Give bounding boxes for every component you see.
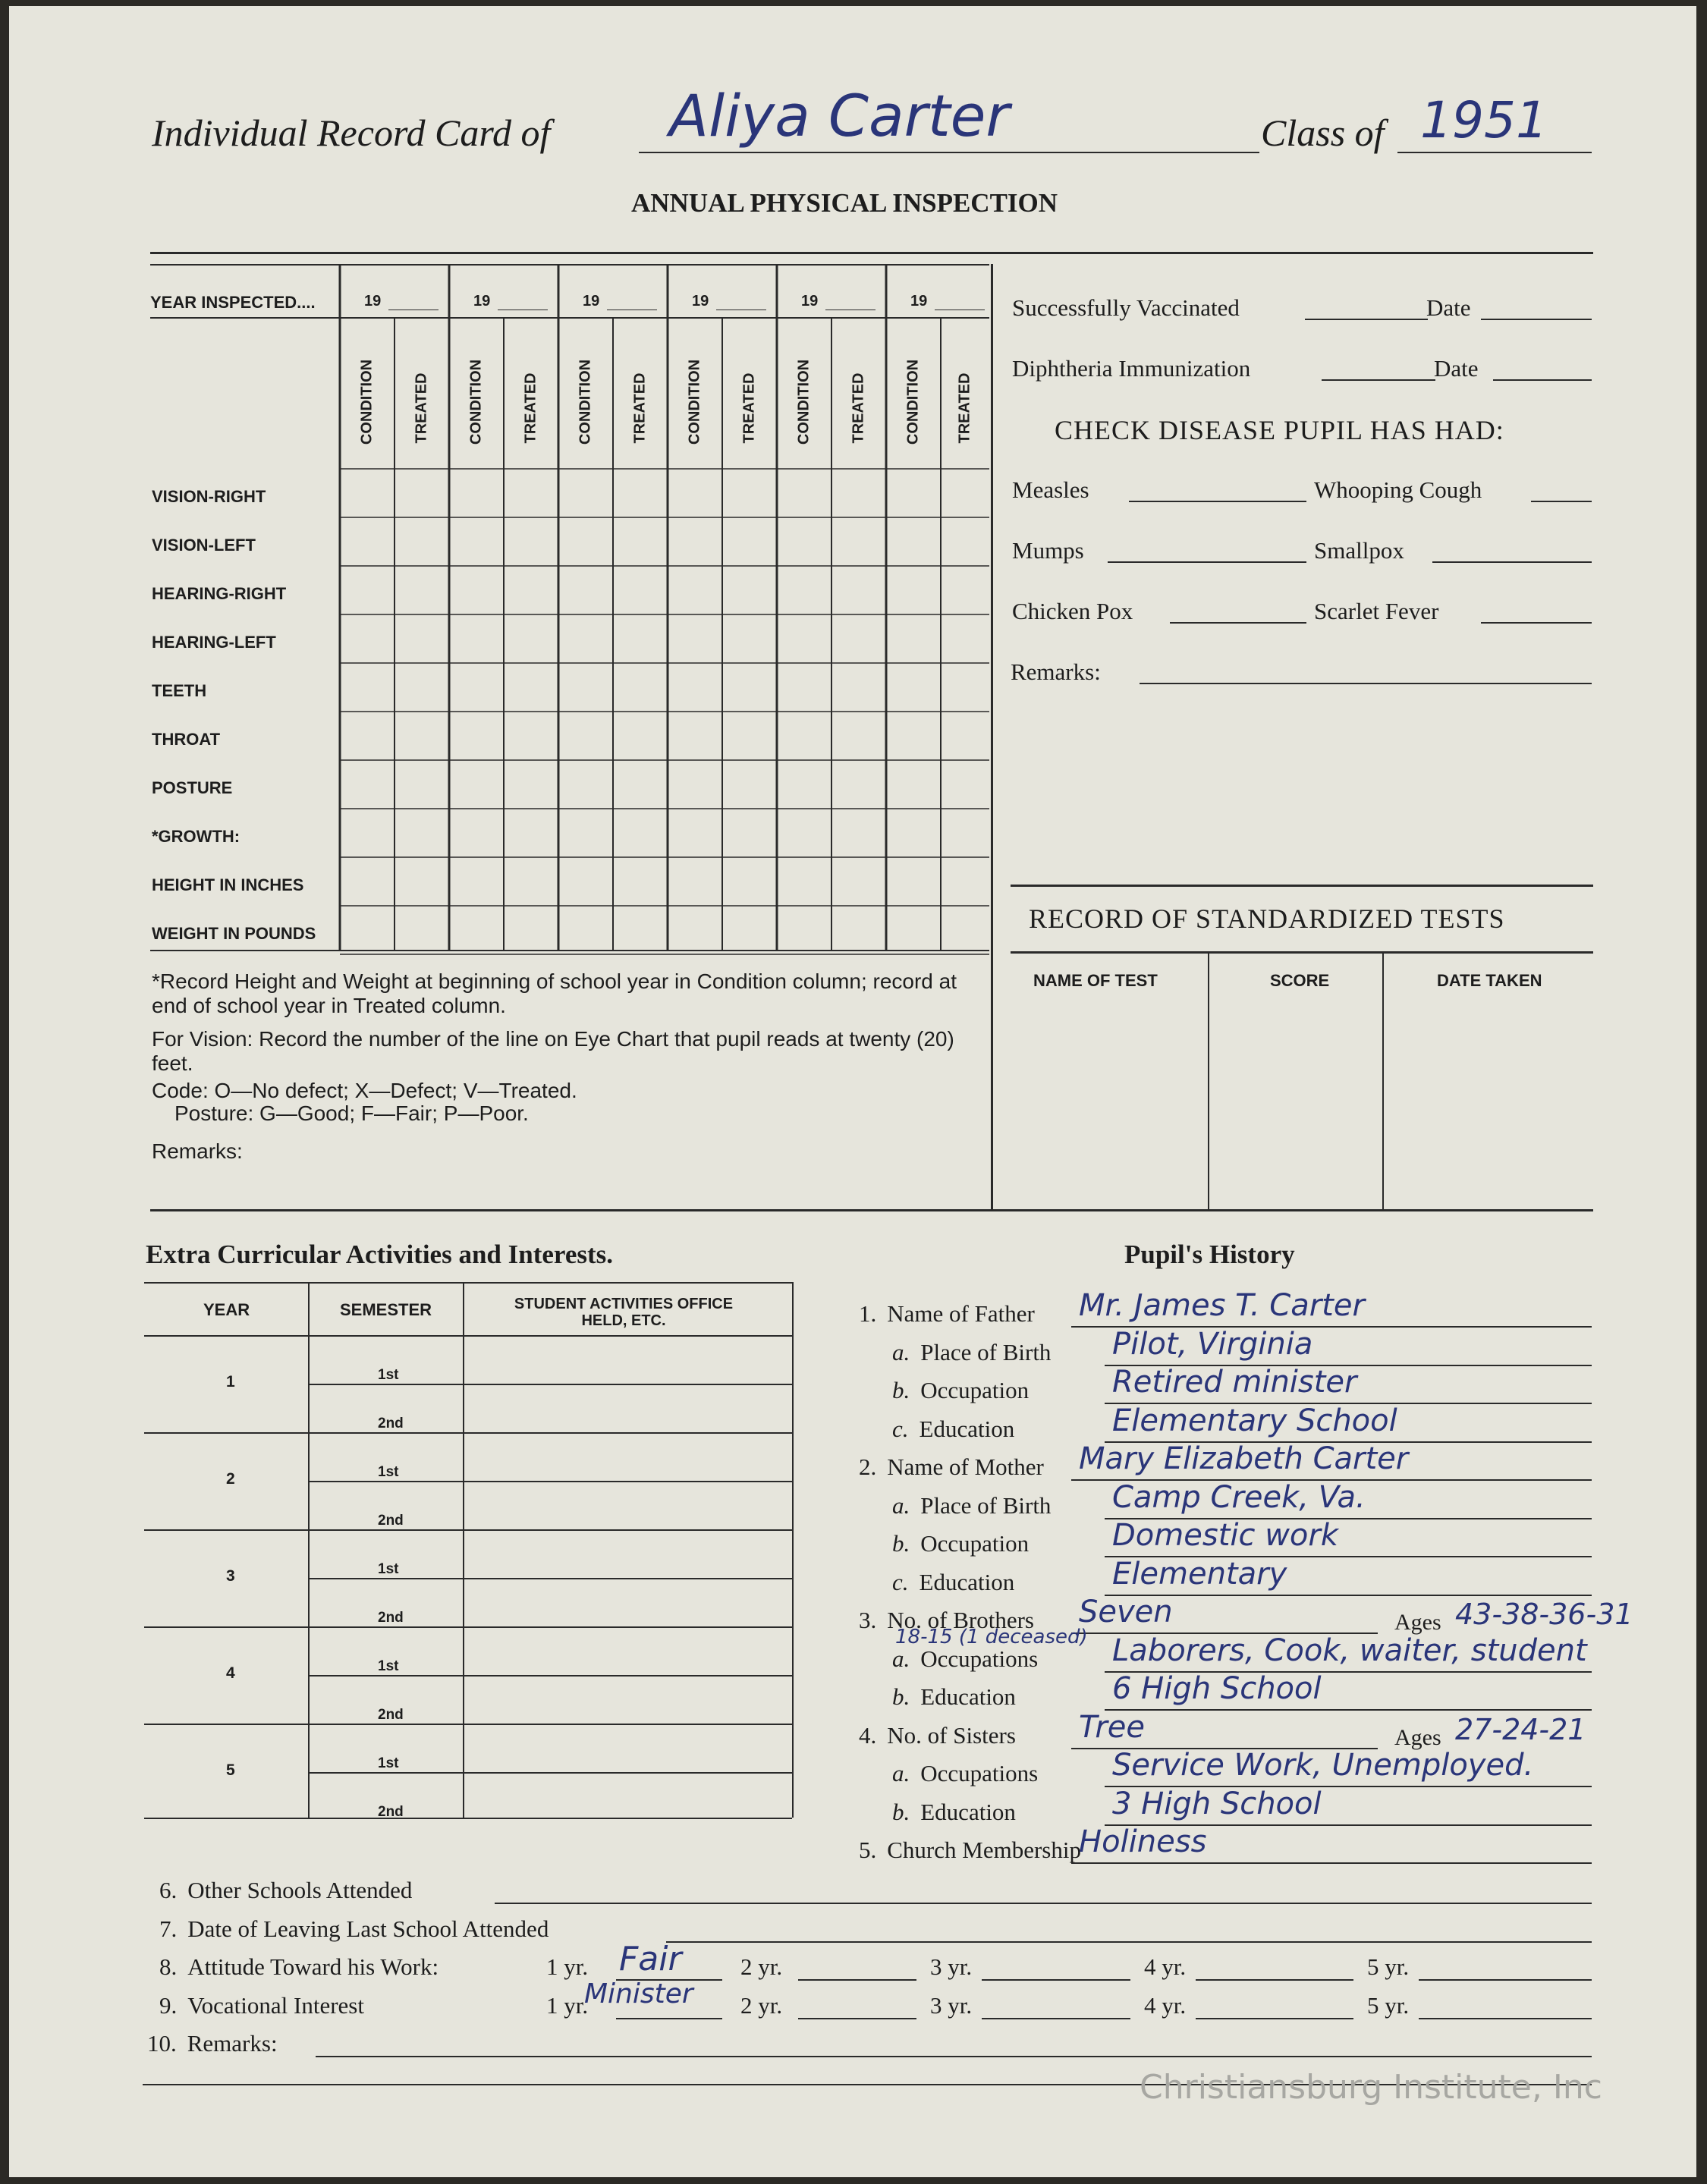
disease-scarlet-fever: Scarlet Fever	[1314, 598, 1439, 624]
activity-semester: 2nd	[378, 1416, 404, 1431]
activity-semester-divider	[308, 1384, 792, 1385]
treated-col-header: TREATED	[522, 372, 539, 444]
activity-semester: 1st	[378, 1561, 399, 1577]
bottom-item-number: 6.	[159, 1877, 178, 1903]
activity-semester: 1st	[378, 1658, 399, 1674]
student-name: Aliya Carter	[669, 82, 1010, 149]
history-item	[859, 1837, 1081, 1864]
inspection-row-label: WEIGHT IN POUNDS	[152, 924, 316, 943]
inspection-row-label: HEARING-RIGHT	[152, 584, 287, 603]
class-year: 1951	[1420, 91, 1548, 149]
history-item-label: Education	[919, 1415, 1015, 1442]
inspection-row-label: HEARING-LEFT	[152, 633, 276, 652]
history-item-number: b.	[892, 1530, 910, 1557]
diphtheria-label: Diphtheria Immunization	[1012, 355, 1251, 382]
bottom-item	[159, 1915, 549, 1943]
card-title-label: Individual Record Card of	[152, 112, 551, 154]
activity-year: 3	[226, 1567, 235, 1585]
activities-col-office: STUDENT ACTIVITIES OFFICE HELD, ETC.	[514, 1296, 734, 1329]
year-inspected-label: YEAR INSPECTED....	[150, 293, 316, 312]
bottom-year-label: 5 yr.	[1367, 1991, 1410, 2019]
history-item-value: Elementary School	[1112, 1403, 1397, 1438]
bottom-item-value: Minister	[584, 1978, 693, 2010]
history-item-label: Place of Birth	[920, 1338, 1052, 1365]
history-item-value: Retired minister	[1112, 1365, 1357, 1400]
history-ages-value: 27-24-21	[1455, 1712, 1586, 1746]
history-item-label: Occupations	[920, 1760, 1039, 1786]
history-item	[892, 1799, 1016, 1826]
diphtheria-date-label: Date	[1434, 355, 1479, 382]
condition-col-header: CONDITION	[904, 359, 922, 445]
bottom-item	[147, 2030, 278, 2057]
year-prefix: 19	[583, 293, 600, 310]
history-item	[892, 1645, 1038, 1673]
history-item-line	[1071, 1862, 1592, 1864]
inspection-note-vision: For Vision: Record the number of the line on Eye Chart that pupil reads at twenty (20) feet.	[152, 1027, 954, 1075]
condition-col-header: CONDITION	[467, 359, 485, 445]
history-item-value: Seven	[1079, 1595, 1173, 1629]
inspection-row-label: *GROWTH:	[152, 827, 240, 846]
history-item-label: Education	[919, 1568, 1015, 1595]
history-item-label: Church Membership	[887, 1837, 1081, 1863]
history-item	[892, 1377, 1029, 1404]
history-item-value: Holiness	[1079, 1824, 1207, 1859]
year-prefix: 19	[364, 293, 382, 310]
history-item-number: a.	[892, 1491, 910, 1519]
history-item-label: Education	[920, 1798, 1016, 1825]
history-item-value: Mr. James T. Carter	[1079, 1288, 1365, 1323]
history-item-number: 1.	[859, 1300, 877, 1327]
history-item-number: b.	[892, 1798, 910, 1825]
disease-mumps: Mumps	[1012, 537, 1084, 564]
history-ages-label: Ages	[1394, 1724, 1441, 1750]
bottom-year-line	[1196, 2018, 1353, 2019]
bottom-year-line	[798, 1979, 916, 1981]
activity-year: 2	[226, 1470, 235, 1488]
condition-col-header: CONDITION	[686, 359, 703, 445]
inspection-row-label: TEETH	[152, 681, 207, 700]
inspection-remarks-label: Remarks:	[152, 1139, 243, 1163]
history-item-number: b.	[892, 1377, 910, 1403]
condition-col-header: CONDITION	[358, 359, 376, 445]
history-item-value: Pilot, Virginia	[1112, 1326, 1313, 1362]
inspection-row-label: POSTURE	[152, 778, 233, 797]
bottom-item	[159, 1877, 412, 1904]
activity-year: 5	[226, 1761, 235, 1779]
activity-semester: 1st	[378, 1755, 399, 1771]
treated-col-header: TREATED	[413, 372, 430, 444]
year-prefix: 19	[910, 293, 928, 310]
history-item-number: a.	[892, 1645, 910, 1672]
inspection-row-label: THROAT	[152, 730, 221, 749]
bottom-item-line	[495, 1903, 1592, 1904]
bottom-year-label: 4 yr.	[1144, 1953, 1187, 1980]
watermark: Christiansburg Institute, Inc	[1140, 2068, 1602, 2107]
history-item-label: No. of Sisters	[887, 1721, 1016, 1749]
bottom-item-label: Remarks:	[187, 2030, 278, 2057]
history-item-value: Service Work, Unemployed.	[1112, 1748, 1534, 1783]
history-item-number: c.	[892, 1415, 909, 1442]
history-item-line	[1105, 1595, 1592, 1596]
disease-whooping-cough: Whooping Cough	[1314, 476, 1482, 503]
history-ages-label: Ages	[1394, 1610, 1441, 1635]
history-item-number: 2.	[859, 1453, 877, 1480]
bottom-item	[159, 1992, 364, 2019]
bottom-year-line	[1419, 2018, 1592, 2019]
right-remarks-label: Remarks:	[1011, 658, 1101, 685]
history-heading: Pupil's History	[1124, 1240, 1295, 1269]
inspection-posture-code: Posture: G—Good; F—Fair; P—Poor.	[174, 1101, 529, 1125]
inspection-code: Code: O—No defect; X—Defect; V—Treated.	[152, 1079, 577, 1102]
history-ages-value: 43-38-36-31	[1455, 1598, 1633, 1631]
history-item-label: Place of Birth	[920, 1491, 1052, 1519]
history-item-label: Occupation	[920, 1530, 1030, 1557]
history-item-value: 3 High School	[1112, 1786, 1322, 1821]
treated-col-header: TREATED	[956, 372, 973, 444]
treated-col-header: TREATED	[850, 372, 867, 444]
history-item-line	[1105, 1709, 1592, 1711]
history-item	[892, 1569, 1014, 1596]
disease-chicken-pox: Chicken Pox	[1012, 598, 1133, 624]
history-item-number: 3.	[859, 1607, 877, 1633]
history-item-value: Domestic work	[1112, 1518, 1338, 1553]
activities-col-year: YEAR	[203, 1300, 250, 1319]
bottom-item-number: 8.	[159, 1953, 178, 1980]
form-heading: ANNUAL PHYSICAL INSPECTION	[631, 188, 1058, 218]
bottom-item-line	[666, 1941, 1592, 1943]
inspection-row-label: VISION-LEFT	[152, 536, 256, 555]
history-item-value: Camp Creek, Va.	[1112, 1479, 1366, 1515]
activity-year-divider	[144, 1724, 792, 1725]
bottom-year-line	[982, 2018, 1130, 2019]
bottom-year-label: 4 yr.	[1144, 1991, 1187, 2019]
activities-col-semester: SEMESTER	[340, 1300, 432, 1319]
activity-semester: 1st	[378, 1367, 399, 1383]
history-item	[892, 1492, 1051, 1519]
condition-col-header: CONDITION	[795, 359, 813, 445]
class-of-label: Class of	[1261, 112, 1385, 154]
bottom-item-number: 10.	[147, 2030, 177, 2057]
history-item-label: Name of Father	[887, 1300, 1035, 1327]
bottom-item-number: 7.	[159, 1915, 178, 1942]
history-item-number: a.	[892, 1338, 910, 1365]
activity-semester: 2nd	[378, 1513, 404, 1529]
history-item-label: No. of Brothers	[887, 1607, 1034, 1633]
bottom-year-label: 3 yr.	[930, 1991, 973, 2019]
year-prefix: 19	[692, 293, 709, 310]
bottom-item-line	[316, 2056, 1592, 2057]
bottom-item-label: Date of Leaving Last School Attended	[187, 1915, 549, 1942]
bottom-year-label: 2 yr.	[740, 1991, 783, 2019]
inspection-row-label: VISION-RIGHT	[152, 487, 266, 506]
activity-year-divider	[144, 1529, 792, 1531]
activity-year: 1	[226, 1373, 235, 1391]
tests-heading: RECORD OF STANDARDIZED TESTS	[1029, 903, 1505, 934]
bottom-year-label: 3 yr.	[930, 1953, 973, 1980]
activity-year-divider	[144, 1432, 792, 1434]
history-item	[892, 1339, 1051, 1366]
history-item	[859, 1453, 1044, 1481]
activity-semester: 2nd	[378, 1610, 404, 1626]
history-item-value: Laborers, Cook, waiter, student	[1112, 1633, 1587, 1668]
bottom-year-line	[1419, 1979, 1592, 1981]
bottom-year-label: 1 yr.	[546, 1953, 589, 1980]
history-note: 18-15 (1 deceased)	[895, 1625, 1088, 1648]
test-col-score: SCORE	[1270, 971, 1330, 990]
bottom-year-line	[982, 1979, 1130, 1981]
treated-col-header: TREATED	[740, 372, 758, 444]
history-item-number: 5.	[859, 1837, 877, 1863]
history-item-label: Occupation	[920, 1377, 1030, 1403]
disease-smallpox: Smallpox	[1314, 537, 1404, 564]
activity-year: 4	[226, 1664, 235, 1682]
activity-year-divider	[144, 1626, 792, 1628]
vaccinated-label: Successfully Vaccinated	[1012, 294, 1240, 321]
inspection-row-label: HEIGHT IN INCHES	[152, 875, 304, 894]
activity-semester-divider	[308, 1578, 792, 1579]
activity-semester: 2nd	[378, 1804, 404, 1820]
year-prefix: 19	[473, 293, 491, 310]
history-item-label: Name of Mother	[887, 1453, 1044, 1480]
history-item-label: Education	[920, 1683, 1016, 1710]
record-card	[9, 6, 1696, 2177]
inspection-note-height: *Record Height and Weight at beginning of school year in Condition column; record at end of school year in Treated column.	[152, 969, 957, 1017]
activity-semester: 2nd	[378, 1707, 404, 1723]
history-item-value: 6 High School	[1112, 1671, 1322, 1706]
activity-semester-divider	[308, 1675, 792, 1676]
history-item-value: Tree	[1079, 1709, 1145, 1745]
treated-col-header: TREATED	[631, 372, 649, 444]
history-item-number: c.	[892, 1568, 909, 1595]
history-item-value: Elementary	[1112, 1556, 1287, 1592]
bottom-year-line	[616, 2018, 722, 2019]
activity-semester: 1st	[378, 1464, 399, 1480]
bottom-item-label: Attitude Toward his Work:	[187, 1953, 439, 1980]
history-item	[892, 1683, 1016, 1711]
history-item-number: a.	[892, 1760, 910, 1786]
activities-heading: Extra Curricular Activities and Interests.	[146, 1240, 614, 1269]
condition-col-header: CONDITION	[577, 359, 594, 445]
bottom-item	[159, 1953, 439, 1981]
history-item	[892, 1416, 1014, 1443]
bottom-year-label: 2 yr.	[740, 1953, 783, 1980]
history-item-label: Occupations	[920, 1645, 1039, 1672]
test-col-date: DATE TAKEN	[1437, 971, 1542, 990]
bottom-item-label: Vocational Interest	[187, 1991, 364, 2019]
test-col-name: NAME OF TEST	[1033, 971, 1158, 990]
history-item	[892, 1760, 1038, 1787]
vaccinated-date-label: Date	[1426, 294, 1471, 321]
history-item	[892, 1530, 1029, 1557]
history-item	[859, 1722, 1016, 1749]
check-disease-heading: CHECK DISEASE PUPIL HAS HAD:	[1055, 415, 1504, 445]
bottom-year-line	[1196, 1979, 1353, 1981]
history-item-number: 4.	[859, 1721, 877, 1749]
history-item-value: Mary Elizabeth Carter	[1079, 1441, 1409, 1476]
history-item	[859, 1300, 1035, 1328]
bottom-year-line	[798, 2018, 916, 2019]
activity-semester-divider	[308, 1481, 792, 1482]
history-item-number: b.	[892, 1683, 910, 1710]
bottom-item-number: 9.	[159, 1991, 178, 2019]
bottom-item-label: Other Schools Attended	[187, 1877, 413, 1903]
bottom-year-label: 1 yr.	[546, 1991, 589, 2019]
year-prefix: 19	[801, 293, 819, 310]
bottom-item-value: Fair	[619, 1940, 682, 1978]
bottom-year-label: 5 yr.	[1367, 1953, 1410, 1980]
activity-semester-divider	[308, 1772, 792, 1774]
disease-measles: Measles	[1012, 476, 1089, 503]
